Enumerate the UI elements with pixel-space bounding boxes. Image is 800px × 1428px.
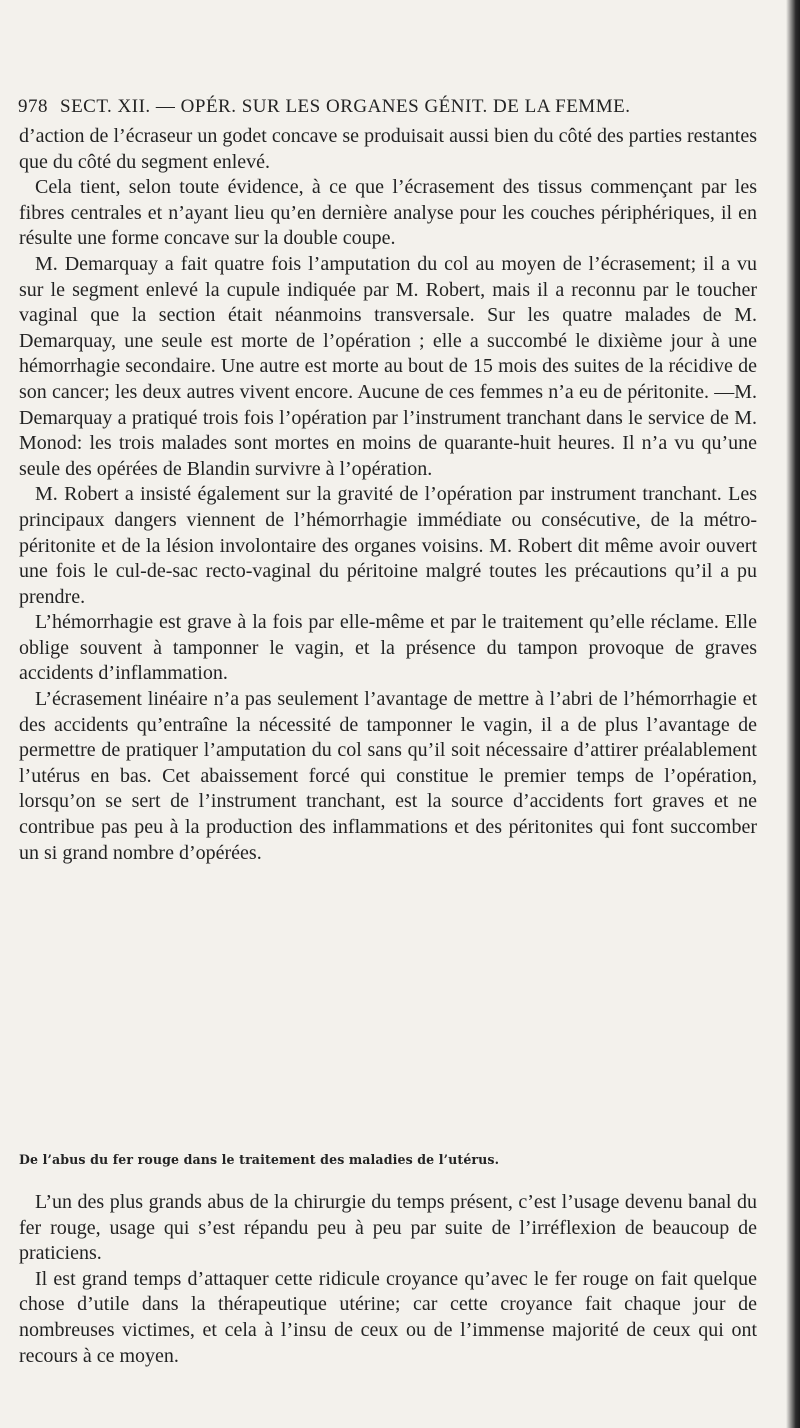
section-heading: De l’abus du fer rouge dans le traitement des maladies de l’utérus. [19,1152,500,1167]
section-body-text [19,1190,757,1369]
running-header [18,96,758,118]
paragraph: Cela tient, selon toute évidence, à ce que l’écrasement des tissus commençant par les fibres centrales et n’ayant lieu qu’en dernière analyse pour les couches périphériques, il en résulte une forme concave sur la double coupe. [19,176,757,250]
paragraph: d’action de l’écraseur un godet concave se produisait aussi bien du côté des parties restantes que du côté du segment enlevé. [19,125,757,173]
paragraph: M. Robert a insisté également sur la gravité de l’opération par instrument tranchant. Les principaux dangers viennent de l’hémorrhagie immédiate ou consécutive, de la métro-péritonite et de la lésion involontaire des organes voisins. M. Robert dit même avoir ouvert une fois le cul-de-sac recto-vaginal du péritoine malgré toutes les précautions qu’il a pu prendre. [19,483,757,608]
paragraph: L’écrasement linéaire n’a pas seulement l’avantage de mettre à l’abri de l’hémorrhagie et des accidents qu’entraîne la nécessité de tamponner le vagin, il a de plus l’avantage de permettre de pratiquer l’amputation du col sans qu’il soit nécessaire d’attirer préalablement l’utérus en bas. Cet abaissement forcé qui constitue le premier temps de l’opération, lorsqu’on se sert de l’instrument tranchant, est la source d’accidents fort graves et ne contribue pas peu à la production des inflammations et des péritonites qui font succomber un si grand nombre d’opérées. [19,688,757,864]
paragraph: Il est grand temps d’attaquer cette ridicule croyance qu’avec le fer rouge on fait quelque chose d’utile dans la thérapeutique utérine; car cette croyance fait chaque jour de nombreuses victimes, et cela à l’insu de ceux ou de l’immense majorité de ceux qui ont recours à ce moyen. [19,1267,757,1367]
body-text [19,124,757,866]
page-number: 978 [18,96,48,117]
paragraph: M. Demarquay a fait quatre fois l’amputation du col au moyen de l’écrasement; il a vu sur le segment enlevé la cupule indiquée par M. Robert, mais il a reconnu par le toucher vaginal que la section était néanmoins transversale. Sur les quatre malades de M. Demarquay, une seule est morte de l’opération ; elle a succombé le dixième jour à une hémorrhagie secondaire. Une autre est morte au bout de 15 mois des suites de la récidive de son cancer; les deux autres vivent encore. Aucune de ces femmes n’a eu de péritonite. —M. Demarquay a pratiqué trois fois l’opération par l’instrument tranchant dans le service de M. Monod: les trois malades sont mortes en moins de quarante-huit heures. Il n’a vu qu’une seule des opérées de Blandin survivre à l’opération. [19,252,757,480]
paragraph: L’un des plus grands abus de la chirurgie du temps présent, c’est l’usage devenu banal du fer rouge, usage qui s’est répandu peu à peu par suite de l’irréflexion de beaucoup de praticiens. [19,1191,757,1265]
page-edge-shadow [786,0,800,1428]
running-title: SECT. XII. — OPÉR. SUR LES ORGANES GÉNIT. DE LA FEMME. [60,96,631,117]
paragraph: L’hémorrhagie est grave à la fois par elle-même et par le traitement qu’elle réclame. Elle oblige souvent à tamponner le vagin, et la présence du tampon provoque de graves accidents d’inflammation. [19,611,757,685]
